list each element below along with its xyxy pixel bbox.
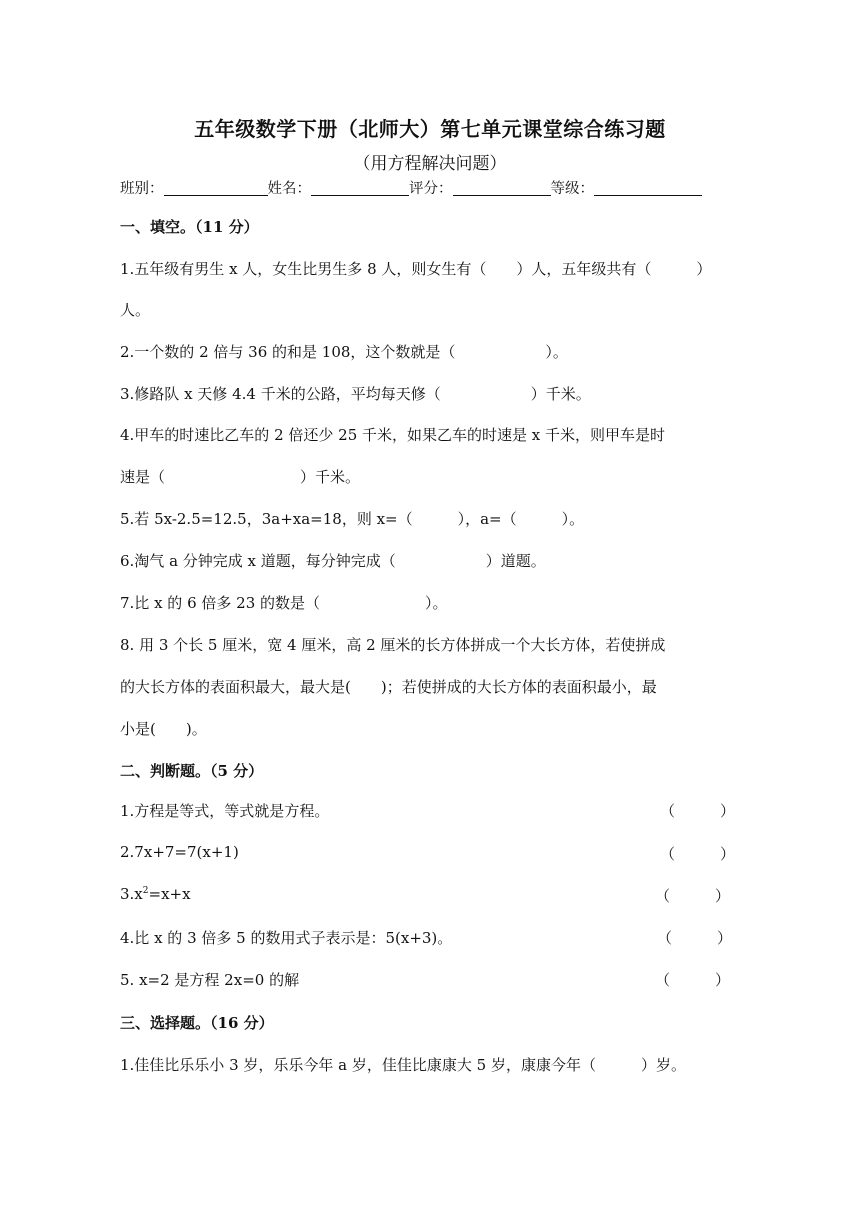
choice-q1: 1.佳佳比乐乐小 3 岁，乐乐今年 a 岁，佳佳比康康大 5 岁，康康今年（ ）岁。 [120, 1056, 686, 1074]
judge-item-2: 2.7x+7=7(x+1) [120, 843, 239, 861]
name-label: 姓名： [267, 181, 311, 197]
section-1-heading: 一、填空。（11 分） [120, 218, 259, 236]
fill-q2: 2.一个数的 2 倍与 36 的和是 108，这个数就是（ ）。 [120, 343, 568, 361]
grade-blank [594, 180, 702, 196]
judge-bracket-2: （ ） [660, 845, 736, 863]
fill-q8-line3: 小是( )。 [120, 720, 207, 738]
judge-item-3-base: 3.x [120, 885, 143, 903]
section-3-heading: 三、选择题。（16 分） [120, 1014, 274, 1032]
student-info-row [120, 177, 702, 198]
fill-q8-line1: 8. 用 3 个长 5 厘米，宽 4 厘米，高 2 厘米的长方体拼成一个大长方体，若使拼成 [120, 636, 666, 654]
score-label: 评分： [409, 181, 453, 197]
grade-label: 等级： [550, 181, 594, 197]
fill-q7: 7.比 x 的 6 倍多 23 的数是（ ）。 [120, 594, 448, 612]
fill-q1-line2: 人。 [120, 301, 151, 319]
fill-q6: 6.淘气 a 分钟完成 x 道题，每分钟完成（ ）道题。 [120, 552, 546, 570]
fill-q3: 3.修路队 x 天修 4.4 千米的公路，平均每天修（ ）千米。 [120, 385, 591, 403]
fill-q1-line1: 1.五年级有男生 x 人，女生比男生多 8 人，则女生有（ ）人，五年级共有（ ） [120, 260, 712, 278]
fill-q4-line1: 4.甲车的时速比乙车的 2 倍还少 25 千米，如果乙车的时速是 x 千米，则甲车是时 [120, 426, 666, 444]
section-2-heading: 二、判断题。（5 分） [120, 762, 264, 780]
class-blank [164, 180, 268, 196]
judge-item-3-rest: =x+x [148, 885, 191, 903]
page-title: 五年级数学下册（北师大）第七单元课堂综合练习题 [194, 117, 666, 141]
class-label: 班别： [120, 181, 164, 197]
fill-q4-line2: 速是（ ）千米。 [120, 468, 361, 486]
judge-item-4: 4.比 x 的 3 倍多 5 的数用式子表示是：5(x+3)。 [120, 929, 453, 947]
judge-item-1: 1.方程是等式，等式就是方程。 [120, 802, 330, 820]
fill-q5: 5.若 5x-2.5=12.5，3a+xa=18，则 x=（ ），a=（ ）。 [120, 510, 585, 528]
judge-bracket-1: （ ） [660, 802, 736, 820]
judge-bracket-5: （ ） [655, 971, 731, 989]
judge-item-5: 5. x=2 是方程 2x=0 的解 [120, 971, 300, 989]
judge-item-3-exponent: 2 [142, 886, 149, 896]
score-blank [453, 180, 551, 196]
name-blank [311, 180, 409, 196]
judge-item-3 [120, 885, 191, 903]
judge-bracket-4: （ ） [657, 929, 733, 947]
judge-bracket-3: （ ） [655, 887, 731, 905]
fill-q8-line2: 的大长方体的表面积最大，最大是( )；若使拼成的大长方体的表面积最小，最 [120, 678, 657, 696]
page-subtitle: （用方程解决问题） [353, 154, 507, 174]
